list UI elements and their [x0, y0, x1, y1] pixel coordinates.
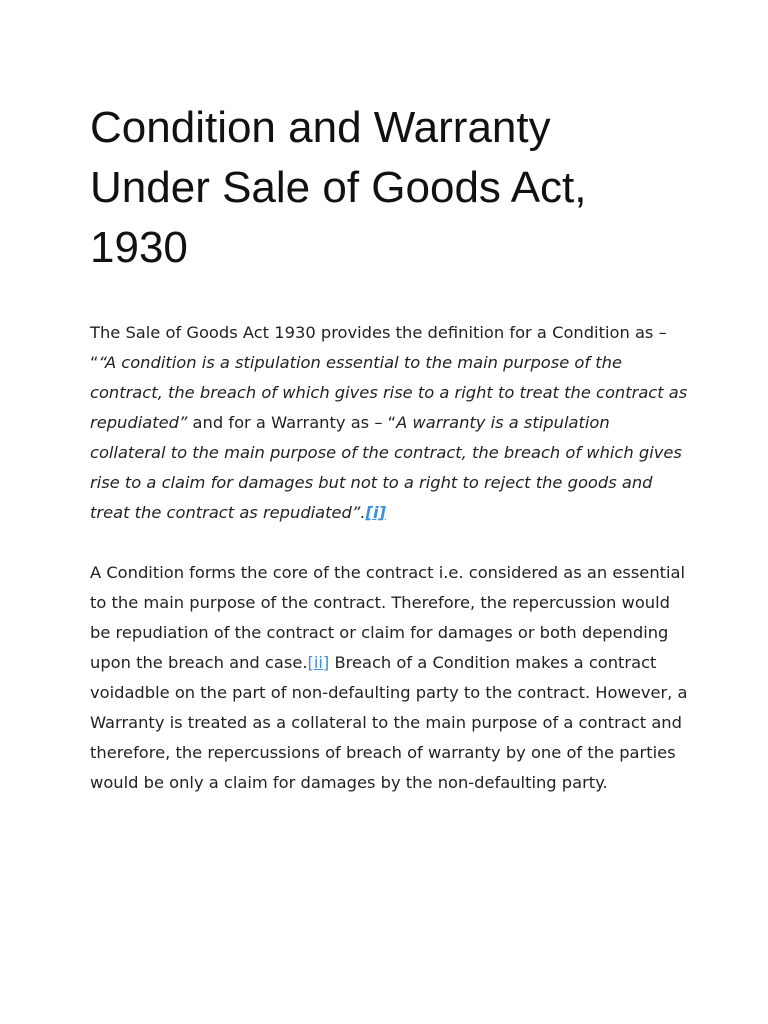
condition-definition-quote: “A condition is a stipulation essential to the main purpose of the contract, the breach of which gives rise to a right to treat the contract as repudiated”	[90, 353, 688, 432]
definition-paragraph	[90, 318, 690, 528]
warranty-definition-quote: A warranty is a stipulation collateral to the main purpose of the contract, the breach of which gives rise to a claim for damages but not to a right to reject the goods and treat the contract as repudiated”.	[90, 413, 682, 522]
paragraph-text: and for a Warranty as – “	[187, 413, 397, 432]
paragraph-text: A Condition forms the core of the contract i.e. considered as an essential to the main purpose of the contract. Therefore, the repercussion would be repudiation of the contract or claim for damages or both depending upon the breach and case.	[90, 563, 686, 672]
footnote-link-i[interactable]: [i]	[365, 503, 386, 522]
title-line: Under Sale of Goods Act,	[90, 163, 587, 212]
paragraph-text: Breach of a Condition makes a contract voidadble on the part of non-defaulting party to the contract. However, a Warranty is treated as a collateral to the main purpose of a contract and therefore, the repercussions of breach of warranty by one of the parties would be only a claim for damages by the non-defaulting party.	[90, 653, 688, 792]
article-title	[90, 98, 690, 278]
explanation-paragraph	[90, 558, 690, 798]
paragraph-text: The Sale of Goods Act 1930 provides the definition for a Condition as – “	[90, 323, 667, 372]
footnote-link-ii[interactable]: [ii]	[307, 653, 330, 672]
title-line: 1930	[90, 223, 188, 272]
title-line: Condition and Warranty	[90, 103, 551, 152]
